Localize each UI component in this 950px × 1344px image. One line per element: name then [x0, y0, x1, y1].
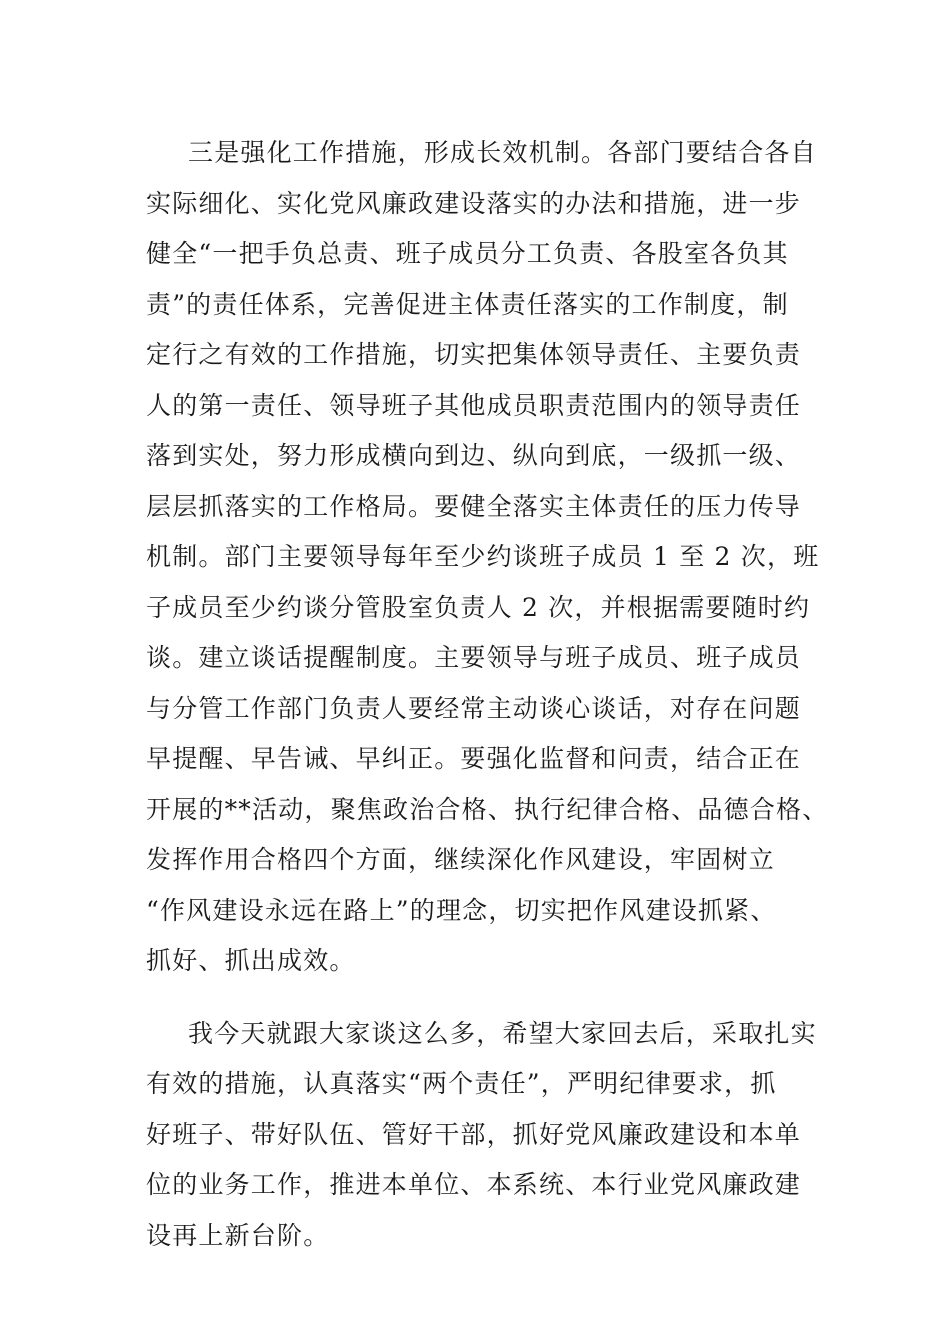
paragraph-1-line: 开展的**活动，聚焦政治合格、执行纪律合格、品德合格、: [146, 794, 829, 824]
document-body: [146, 128, 829, 1261]
paragraph-2-line: 位的业务工作，推进本单位、本系统、本行业党风廉政建: [146, 1170, 802, 1199]
paragraph-1-line: 抓好、抓出成效。: [146, 946, 356, 975]
paragraph-2-line: 有效的措施，认真落实“两个责任”，严明纪律要求，抓: [146, 1069, 777, 1098]
paragraph-2-line: 我今天就跟大家谈这么多，希望大家回去后，采取扎实: [188, 1018, 817, 1048]
paragraph-1-line: 三是强化工作措施，形成长效机制。各部门要结合各自: [188, 138, 817, 167]
paragraph-1-line: 层层抓落实的工作格局。要健全落实主体责任的压力传导: [146, 491, 802, 521]
paragraph-2-line: 好班子、带好队伍、管好干部，抓好党风廉政建设和本单: [146, 1119, 802, 1149]
paragraph-1-line: 实际细化、实化党风廉政建设落实的办法和措施，进一步: [146, 188, 802, 218]
paragraph-1-line: 与分管工作部门负责人要经常主动谈心谈话，对存在问题: [146, 693, 802, 723]
paragraph-1-line: 人的第一责任、领导班子其他成员职责范围内的领导责任: [146, 390, 802, 420]
paragraph-1-line: 定行之有效的工作措施，切实把集体领导责任、主要负责: [146, 340, 802, 369]
paragraph-1-line: 机制。部门主要领导每年至少约谈班子成员 1 至 2 次，班: [146, 542, 820, 571]
paragraph-1-line: 发挥作用合格四个方面，继续深化作风建设，牢固树立: [146, 845, 775, 874]
paragraph-2-line: 设再上新台阶。: [146, 1220, 330, 1250]
paragraph-1-line: 责”的责任体系，完善促进主体责任落实的工作制度，制: [146, 289, 789, 319]
paragraph-1-line: 谈。建立谈话提醒制度。主要领导与班子成员、班子成员: [146, 643, 802, 672]
paragraph-1-line: 早提醒、早告诫、早纠正。要强化监督和问责，结合正在: [146, 744, 802, 773]
paragraph-1-line: 落到实处，努力形成横向到边、纵向到底，一级抓一级、: [146, 441, 802, 470]
paragraph-1-line: 子成员至少约谈分管股室负责人 2 次，并根据需要随时约: [146, 592, 811, 622]
paragraph-1-line: 健全“一把手负总责、班子成员分工负责、各股室各负其: [146, 239, 789, 268]
paragraph-1-line: “作风建设永远在路上”的理念，切实把作风建设抓紧、: [146, 895, 777, 925]
